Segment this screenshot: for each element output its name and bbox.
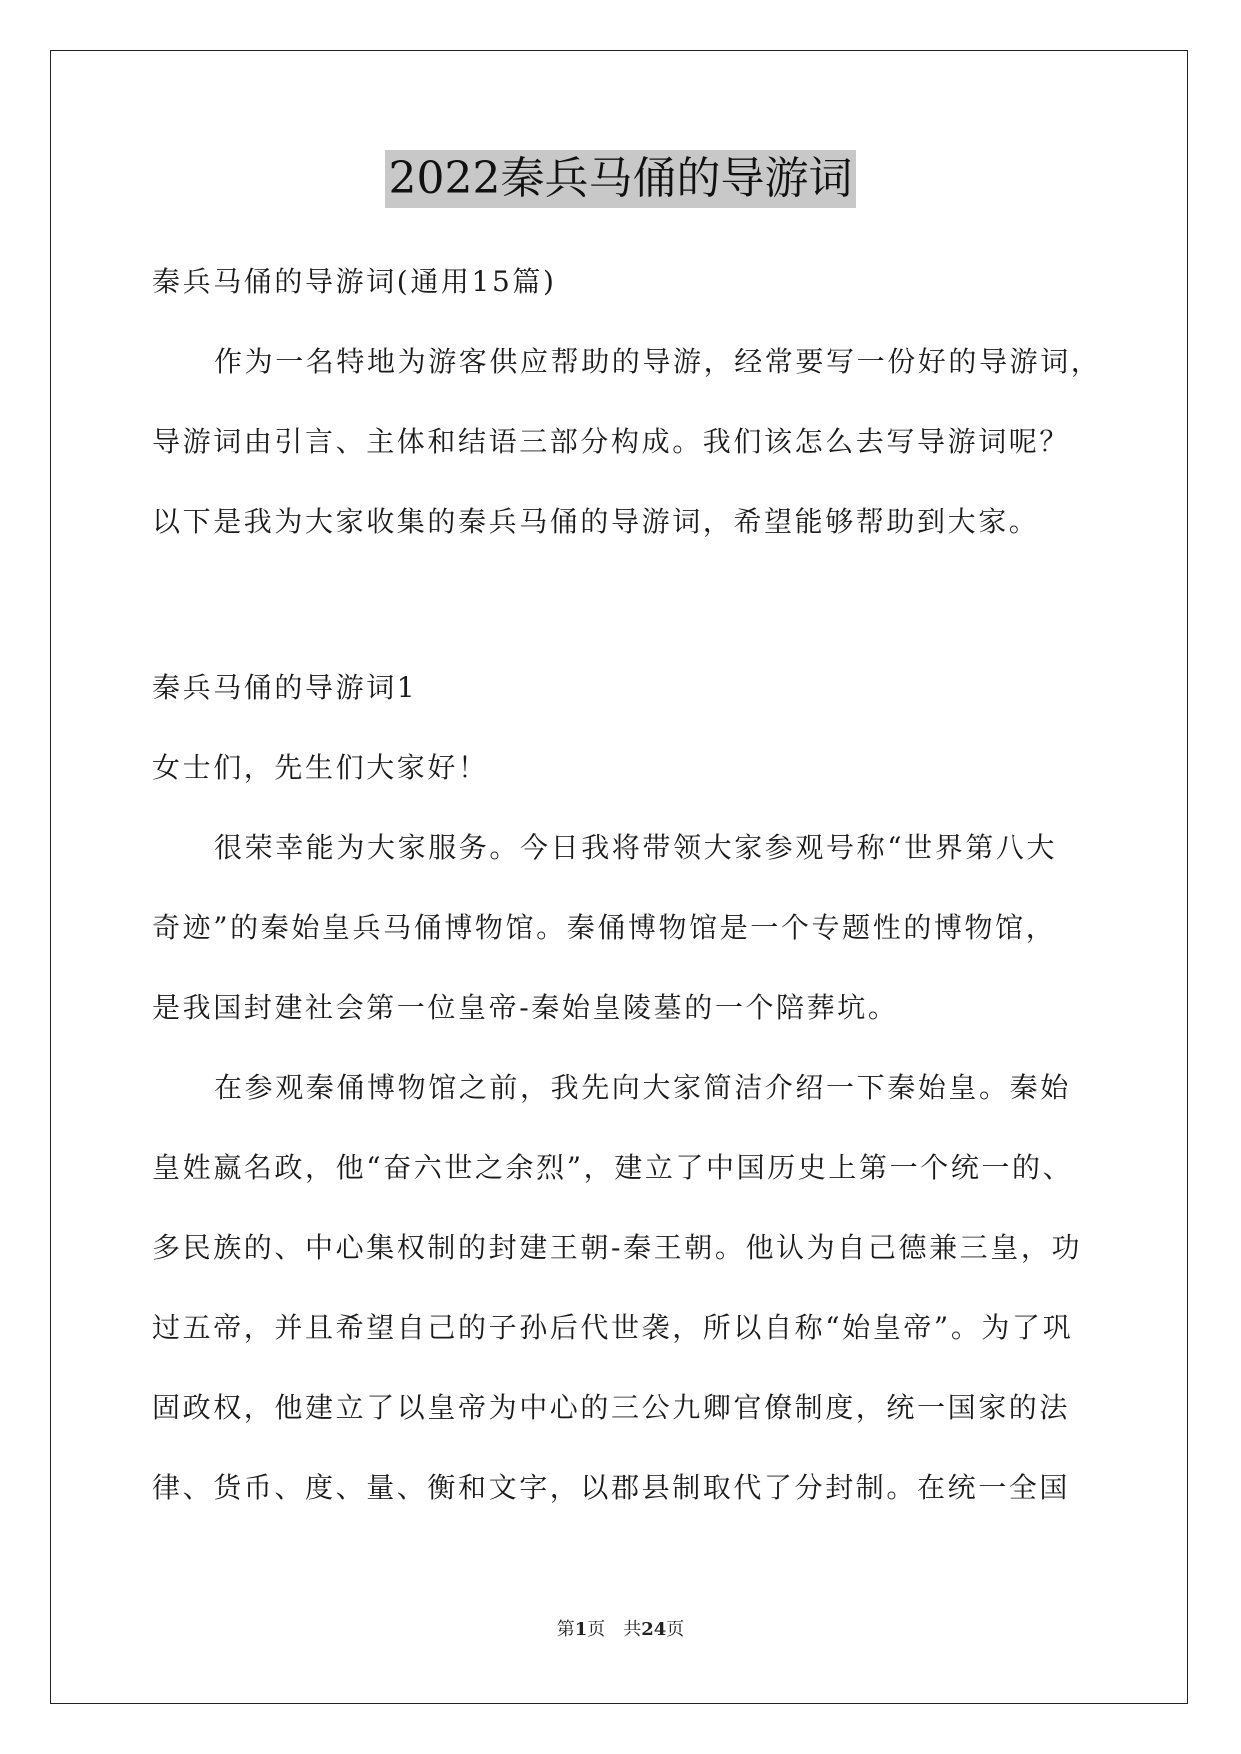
paragraph-line[interactable]: 作为一名特地为游客供应帮助的导游，经常要写一份好的导游词， [214, 345, 1102, 378]
paragraph-line[interactable]: 过五帝，并且希望自己的子孙后代世袭，所以自称“始皇帝”。为了巩 [152, 1311, 1074, 1344]
page-prefix: 第 [556, 1619, 575, 1640]
total-page-count: 24 [641, 1619, 667, 1640]
section-heading[interactable]: 秦兵马俑的导游词1 [152, 671, 418, 704]
paragraph-line[interactable]: 多民族的、中心集权制的封建王朝-秦王朝。他认为自己德兼三皇，功 [152, 1231, 1083, 1264]
paragraph-line[interactable]: 导游词由引言、主体和结语三部分构成。我们该怎么去写导游词呢？ [152, 425, 1071, 458]
paragraph-line[interactable]: 很荣幸能为大家服务。今日我将带领大家参观号称“世界第八大 [214, 831, 1058, 864]
paragraph-line[interactable]: 固政权，他建立了以皇帝为中心的三公九卿官僚制度，统一国家的法 [152, 1391, 1071, 1424]
paragraph-line[interactable]: 以下是我为大家收集的秦兵马俑的导游词，希望能够帮助到大家。 [152, 505, 1040, 538]
current-page-number: 1 [574, 1619, 588, 1640]
paragraph-line[interactable]: 皇姓嬴名政，他“奋六世之余烈”，建立了中国历史上第一个统一的、 [152, 1151, 1074, 1184]
document-title[interactable]: 2022秦兵马俑的导游词 [385, 150, 857, 208]
total-prefix: 共 [623, 1619, 642, 1640]
page-mid: 页 [587, 1619, 606, 1640]
title-container [0, 150, 1241, 208]
total-suffix: 页 [666, 1619, 685, 1640]
paragraph-line[interactable]: 是我国封建社会第一位皇帝-秦始皇陵墓的一个陪葬坑。 [152, 991, 899, 1024]
paragraph-line[interactable]: 奇迹”的秦始皇兵马俑博物馆。秦俑博物馆是一个专题性的博物馆， [152, 911, 1057, 944]
page-footer [0, 1618, 1241, 1642]
paragraph-line[interactable]: 在参观秦俑博物馆之前，我先向大家简洁介绍一下秦始皇。秦始 [214, 1071, 1071, 1104]
greeting-line[interactable]: 女士们，先生们大家好！ [152, 751, 489, 784]
document-subtitle[interactable]: 秦兵马俑的导游词(通用15篇) [152, 265, 557, 298]
paragraph-line[interactable]: 律、货币、度、量、衡和文字，以郡县制取代了分封制。在统一全国 [152, 1471, 1071, 1504]
